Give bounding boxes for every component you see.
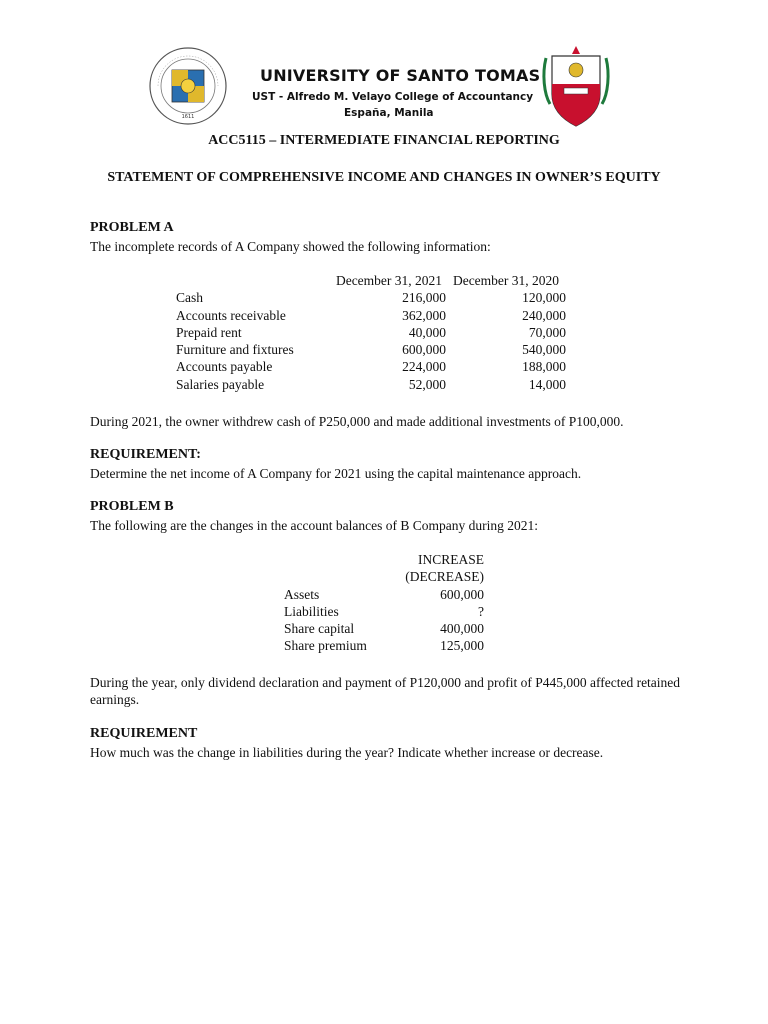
- value-2020: 540,000: [522, 342, 566, 358]
- table-row: [176, 341, 566, 358]
- value-2021: 600,000: [402, 342, 446, 358]
- column-header: December 31, 2021: [335, 273, 443, 288]
- row-label: Accounts payable: [176, 359, 273, 375]
- svg-text:1611: 1611: [181, 114, 195, 120]
- problem-b-requirement-heading: REQUIREMENT: [90, 726, 198, 741]
- row-label: Salaries payable: [176, 376, 265, 392]
- value-2020: 188,000: [522, 359, 566, 375]
- column-header: December 31, 2020: [452, 273, 560, 288]
- table-header-row: [284, 568, 484, 585]
- problem-a-requirement-heading: REQUIREMENT:: [90, 447, 201, 462]
- row-value: 400,000: [440, 621, 484, 637]
- row-label: Share capital: [284, 621, 355, 637]
- row-label: Liabilities: [284, 603, 339, 619]
- row-label: Accounts receivable: [176, 307, 286, 323]
- table-row: [176, 358, 566, 375]
- problem-b-requirement: How much was the change in liabilities during the year? Indicate whether increase or decrease.: [90, 745, 604, 760]
- value-2021: 224,000: [402, 359, 446, 375]
- blank-header: [284, 568, 380, 585]
- table-row: [176, 307, 566, 324]
- row-value: ?: [478, 603, 484, 619]
- row-label: Furniture and fixtures: [176, 342, 294, 358]
- blank-header: [176, 272, 332, 289]
- row-label: Cash: [176, 290, 203, 306]
- table-header-row: [176, 272, 566, 289]
- value-2020: 14,000: [528, 376, 566, 392]
- course-title: ACC5115 – INTERMEDIATE FINANCIAL REPORTING: [208, 133, 560, 148]
- value-2021: 362,000: [402, 307, 446, 323]
- problem-b-table: [284, 551, 484, 655]
- problem-a-requirement: Determine the net income of A Company for 2021 using the capital maintenance approach.: [90, 466, 582, 481]
- college-name: UST - Alfredo M. Velayo College of Accountancy: [252, 91, 534, 103]
- problem-a-note: During 2021, the owner withdrew cash of P250,000 and made additional investments of P100,000.: [90, 414, 624, 429]
- table-header-row: [284, 551, 484, 568]
- value-2021: 40,000: [408, 324, 446, 340]
- problem-a-table: [176, 272, 566, 393]
- problem-a-heading: PROBLEM A: [90, 220, 174, 235]
- problem-a-intro: The incomplete records of A Company showed the following information:: [90, 239, 491, 254]
- table-row: [284, 620, 484, 637]
- table-row: [284, 586, 484, 603]
- university-name: UNIVERSITY OF SANTO TOMAS: [260, 66, 541, 85]
- value-2021: 216,000: [402, 290, 446, 306]
- ust-seal-logo: [148, 46, 228, 126]
- location: España, Manila: [344, 107, 434, 119]
- letterhead: [0, 40, 768, 128]
- problem-b-note: During the year, only dividend declaration and payment of P120,000 and profit of P445,000 affected retained earnings.: [90, 675, 681, 707]
- document-title: STATEMENT OF COMPREHENSIVE INCOME AND CHANGES IN OWNER’S EQUITY: [107, 170, 661, 185]
- value-2020: 240,000: [522, 307, 566, 323]
- problem-b-intro: The following are the changes in the account balances of B Company during 2021:: [90, 518, 538, 533]
- row-label: Assets: [284, 586, 320, 602]
- value-2020: 70,000: [528, 324, 566, 340]
- problem-b-heading: PROBLEM B: [90, 499, 174, 514]
- table-row: [176, 324, 566, 341]
- row-label: Prepaid rent: [176, 324, 242, 340]
- column-header-line-2: (DECREASE): [405, 569, 484, 585]
- table-row: [176, 376, 566, 393]
- college-shield-logo: [540, 44, 612, 128]
- value-2020: 120,000: [522, 290, 566, 306]
- row-value: 125,000: [440, 638, 484, 654]
- table-row: [284, 603, 484, 620]
- table-row: [176, 289, 566, 306]
- table-row: [284, 637, 484, 654]
- value-2021: 52,000: [408, 376, 446, 392]
- row-value: 600,000: [440, 586, 484, 602]
- row-label: Share premium: [284, 638, 367, 654]
- column-header-line-1: INCREASE: [417, 552, 484, 567]
- blank-header: [284, 551, 380, 568]
